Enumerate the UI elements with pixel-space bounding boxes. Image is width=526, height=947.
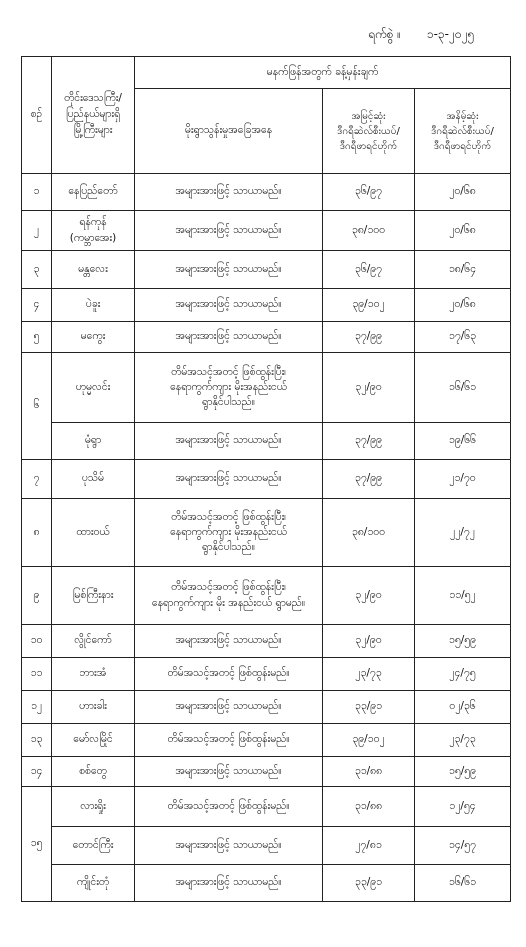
table-row [22,322,511,353]
table-row [22,211,511,251]
rain-condition-line: နေရာကွက်ကျား မိုးအနည်းငယ် [170,525,287,538]
rain-condition-line: အများအားဖြင့် သာယာမည်။ [175,223,282,236]
date-value: ၁-၃-၂၀၂၅ [426,27,475,41]
rain-condition-line: အများအားဖြင့် သာယာမည်။ [175,700,282,713]
header-condition: မိုးရွာသွန်းမှုအခြေအနေ [135,89,323,174]
city-name [52,625,135,658]
max-temperature: ၃၈/၁၀၀ [323,499,415,567]
table-row [22,174,511,211]
rain-condition [135,460,323,499]
city-name [52,658,135,691]
rain-condition [135,691,323,724]
city-name [52,353,135,423]
max-temperature: ၃၇/၉၉ [323,423,415,460]
max-temperature: ၃၂/၉၀ [323,625,415,658]
city-name-line: ပဲခူး [85,298,101,311]
max-temperature: ၃၇/၉၉ [323,322,415,353]
city-name [52,174,135,211]
max-temperature: ၃၉/၁၀၂ [323,724,415,757]
min-temperature: ၂၀/၆၈ [415,211,511,251]
city-name [52,289,135,322]
header-max [323,89,415,174]
rain-condition [135,757,323,787]
row-number: ၁၅ [22,787,52,902]
rain-condition [135,658,323,691]
max-temperature: ၂၇/၈၁ [323,827,415,865]
min-temperature: ၁၂/၅၄ [415,787,511,827]
header-forecast: မနက်ဖြန်အတွက် ခန့်မှန်းချက် [135,57,511,89]
table-row [22,567,511,625]
table-row [22,691,511,724]
max-temperature: ၃၁/၈၈ [323,787,415,827]
table-row [22,787,511,827]
city-name-line: မန္တလေး [78,262,108,275]
header-max-line: ဒီဂရီဖာရင်ဟိုက် [339,140,398,152]
header-max-line: အမြင့်ဆုံး [351,110,386,122]
city-name-line: ကျိုင်းတုံ [76,876,110,889]
rain-condition [135,499,323,567]
header-region-line: ပြည်နယ်များရှိ [65,108,121,121]
header-no: စဉ် [22,57,52,174]
row-number: ၁၃ [22,724,52,757]
city-name [52,423,135,460]
header-max-line: ဒီဂရီဆဲလ်စီးယပ်/ [337,125,400,137]
min-temperature: ၂၃/၇၃ [415,724,511,757]
row-number: ၁ [22,174,52,211]
row-number: ၃ [22,251,52,289]
min-temperature: ၂၁/၇၀ [415,460,511,499]
header-min-line: ဒီဂရီဖာရင်ဟိုက် [433,140,492,152]
rain-condition [135,251,323,289]
city-name-line: မကွေး [80,330,106,343]
city-name [52,499,135,567]
city-name-line: ဘားအံ [79,667,107,680]
city-name [52,757,135,787]
rain-condition [135,865,323,902]
table-row [22,658,511,691]
city-name-line: ဟုမ္မလင်း [75,380,111,393]
rain-condition-line: နေရာကွက်ကျား မိုးအနည်းငယ် [170,380,287,393]
city-name [52,787,135,827]
rain-condition-line: အများအားဖြင့် သာယာမည်။ [175,764,282,777]
max-temperature: ၃၆/၉၇ [323,174,415,211]
city-name [52,865,135,902]
min-temperature: ၁၇/၆၃ [415,322,511,353]
header-min-line: ဒီဂရီဆဲလ်စီးယပ်/ [431,125,494,137]
rain-condition-line: အများအားဖြင့် သာယာမည်။ [175,876,282,889]
header-region-line: မြို့ကြီးများ [73,123,113,136]
city-name [52,460,135,499]
city-name-line: နေပြည်တော် [68,185,118,198]
rain-condition-line: တိမ်အသင့်အတင့် ဖြစ်ထွန်းပြီး၊ [171,510,286,523]
rain-condition-line: တိမ်အသင့်အတင့် ဖြစ်ထွန်းပြီး၊ [171,365,286,378]
max-temperature: ၃၈/၁၀၀ [323,211,415,251]
min-temperature: ၀၂/၃၆ [415,691,511,724]
city-name-line: လားရှိုး [80,799,106,812]
report-date [368,26,474,44]
city-name-line: စစ်တွေ [79,764,107,777]
city-name [52,691,135,724]
min-temperature: ၂၀/၆၈ [415,174,511,211]
max-temperature: ၃၉/၁၀၂ [323,289,415,322]
rain-condition-line: တိမ်အသင့်အတင့် ဖြစ်ထွန်းမည်။ [167,733,290,746]
min-temperature: ၁၆/၆၁ [415,865,511,902]
table-row [22,724,511,757]
max-temperature: ၃၇/၉၉ [323,460,415,499]
min-temperature: ၂၄/၇၅ [415,658,511,691]
row-number: ၆ [22,353,52,460]
rain-condition [135,625,323,658]
row-number: ၈ [22,499,52,567]
rain-condition-line: ရွာနိုင်ပါသည်။ [202,396,255,409]
min-temperature: ၁၆/၆၁ [415,353,511,423]
table-body [22,174,511,902]
min-temperature: ၁၁/၅၂ [415,567,511,625]
table-row [22,625,511,658]
city-name [52,567,135,625]
rain-condition-line: ရွာနိုင်ပါသည်။ [202,541,255,554]
city-name [52,211,135,251]
table-row [22,353,511,423]
rain-condition-line: အများအားဖြင့် သာယာမည်။ [175,262,282,275]
rain-condition-line: အများအားဖြင့် သာယာမည်။ [175,434,282,447]
rain-condition [135,787,323,827]
city-name-line: ထားဝယ် [76,525,110,538]
date-label: ရက်စွဲ ။ [368,27,401,41]
row-number: ၅ [22,322,52,353]
row-number: ၁၂ [22,691,52,724]
row-number: ၁၁ [22,658,52,691]
rain-condition [135,567,323,625]
rain-condition-line: အများအားဖြင့် သာယာမည်။ [175,330,282,343]
rain-condition [135,423,323,460]
city-name [52,827,135,865]
rain-condition-line: အများအားဖြင့် သာယာမည်။ [175,472,282,485]
city-name-line: မော်လမြိုင် [73,733,113,746]
city-name [52,724,135,757]
max-temperature: ၃၆/၉၇ [323,251,415,289]
header-min [415,89,511,174]
row-number: ၄ [22,289,52,322]
header-region-line: တိုင်းဒေသကြီး/ [64,92,122,105]
rain-condition-line: အများအားဖြင့် သာယာမည်။ [175,634,282,647]
table-row [22,499,511,567]
max-temperature: ၃၂/၉၀ [323,567,415,625]
table-row [22,865,511,902]
table-row [22,460,511,499]
max-temperature: ၃၃/၉၁ [323,691,415,724]
row-number: ၇ [22,460,52,499]
table-row [22,423,511,460]
row-number: ၁၄ [22,757,52,787]
rain-condition [135,724,323,757]
rain-condition [135,174,323,211]
row-number: ၁၀ [22,625,52,658]
table-row [22,251,511,289]
city-name-line: လွိုင်ကော် [74,634,112,647]
max-temperature: ၃၂/၉၀ [323,353,415,423]
min-temperature: ၁၉/၆၆ [415,423,511,460]
city-name-line: ရန်ကုန် [79,216,107,229]
city-name-line: (ကမ္ဘာအေး) [69,231,117,244]
min-temperature: ၁၅/၅၉ [415,757,511,787]
min-temperature: ၂၂/၇၂ [415,499,511,567]
rain-condition [135,289,323,322]
header-min-line: အနိမ့်ဆုံး [446,110,479,122]
table-row [22,289,511,322]
row-number: ၉ [22,567,52,625]
city-name [52,251,135,289]
rain-condition [135,322,323,353]
weather-forecast-table [21,56,511,902]
min-temperature: ၂၀/၆၈ [415,289,511,322]
city-name-line: ပုသိမ် [81,472,105,485]
row-number: ၂ [22,211,52,251]
city-name-line: မုံရွာ [84,434,102,447]
city-name-line: ဟားခါး [79,700,107,713]
city-name [52,322,135,353]
table-row [22,757,511,787]
min-temperature: ၁၅/၅၉ [415,625,511,658]
rain-condition [135,827,323,865]
rain-condition-line: တိမ်အသင့်အတင့် ဖြစ်ထွန်းမည်။ [167,667,290,680]
rain-condition-line: အများအားဖြင့် သာယာမည်။ [175,298,282,311]
max-temperature: ၃၁/၈၈ [323,757,415,787]
rain-condition-line: တိမ်အသင့်အတင့် ဖြစ်ထွန်းမည်။ [167,799,290,812]
table-row [22,827,511,865]
rain-condition [135,211,323,251]
max-temperature: ၂၃/၇၃ [323,658,415,691]
city-name-line: မြစ်ကြီးနား [72,588,114,601]
rain-condition-line: တိမ်အသင့်အတင့် ဖြစ်ထွန်းပြီး၊ [171,581,286,594]
header-region [52,57,135,174]
rain-condition-line: နေရာကွက်ကျား မိုး အနည်းငယ် ရွာမည်။ [151,596,306,609]
city-name-line: တောင်ကြီး [72,838,114,851]
min-temperature: ၁၄/၅၇ [415,827,511,865]
rain-condition-line: အများအားဖြင့် သာယာမည်။ [175,838,282,851]
rain-condition-line: အများအားဖြင့် သာယာမည်။ [175,185,282,198]
rain-condition [135,353,323,423]
min-temperature: ၁၈/၆၄ [415,251,511,289]
max-temperature: ၃၃/၉၁ [323,865,415,902]
